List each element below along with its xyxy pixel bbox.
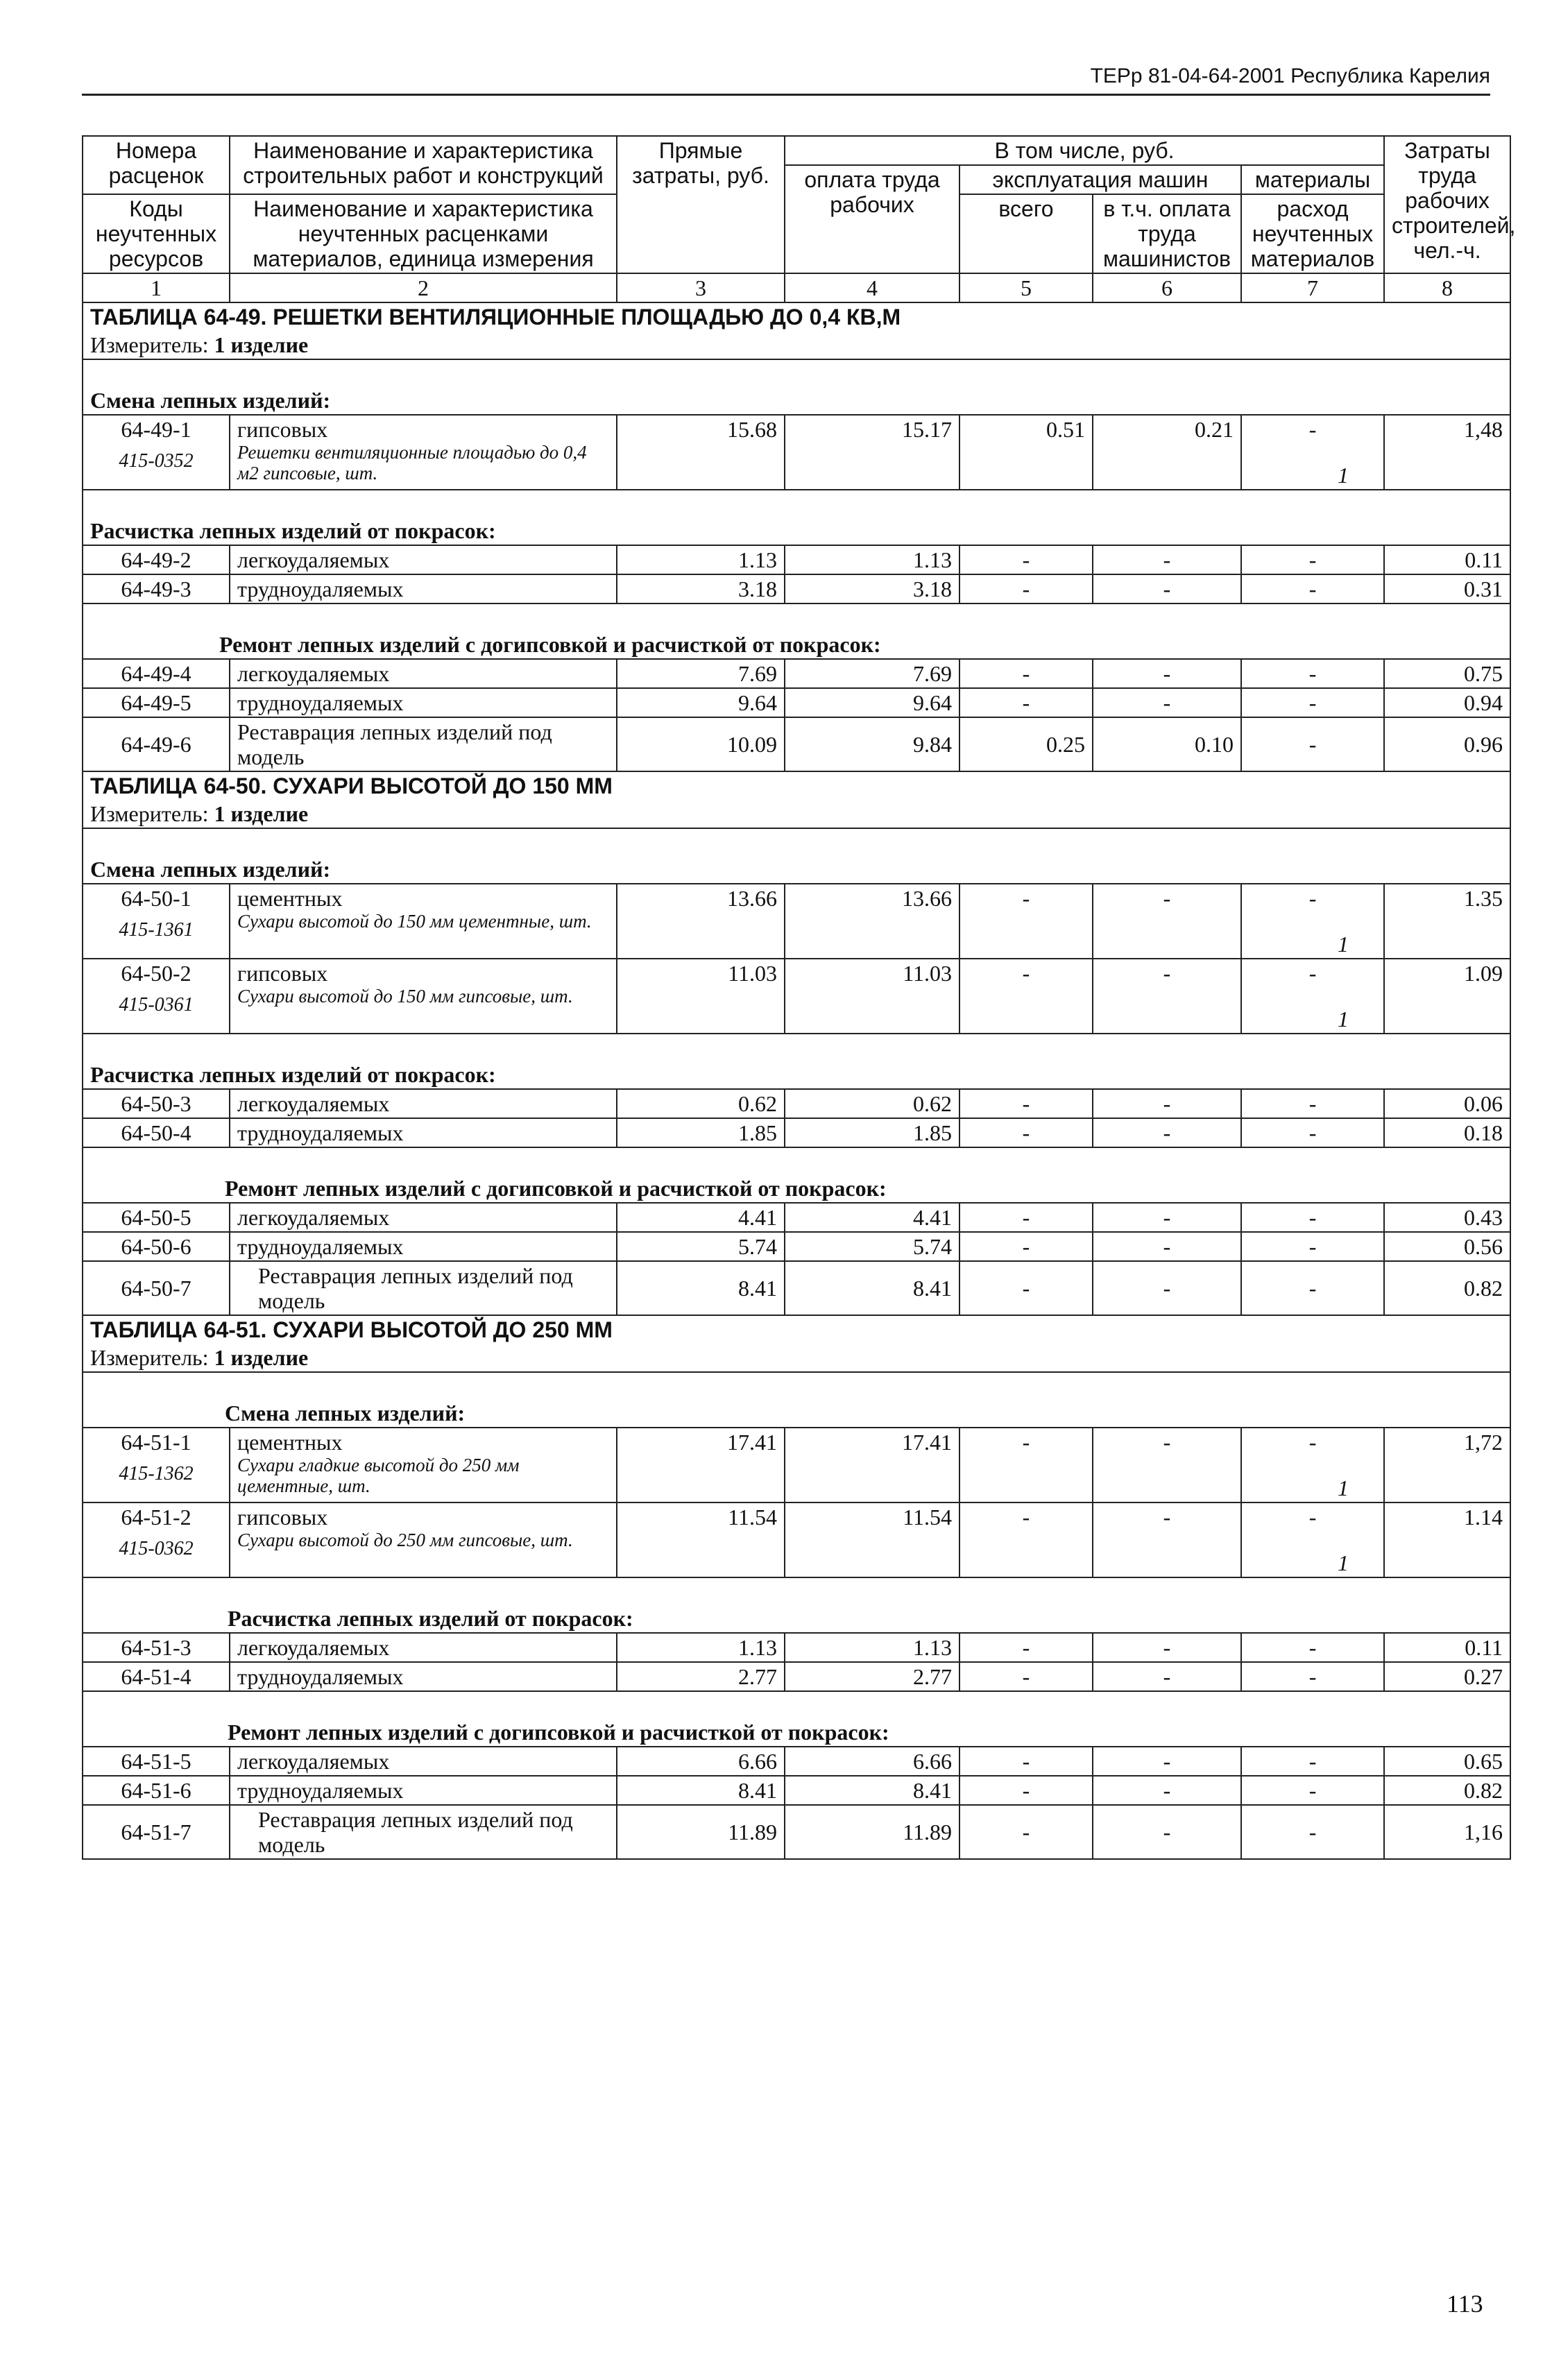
worker-pay: 8.41	[785, 1776, 959, 1805]
operator-pay: -	[1093, 1089, 1241, 1118]
header-machine-total: всего	[959, 194, 1093, 273]
meter-value: 1 изделие	[214, 332, 309, 357]
work-name: легкоудаляемых	[230, 659, 617, 688]
material-usage: -	[1241, 1747, 1384, 1776]
worker-pay: 15.17	[785, 415, 959, 490]
direct-costs: 13.66	[617, 884, 785, 959]
work-name: гипсовых	[237, 417, 328, 442]
labor-costs: 0.06	[1384, 1089, 1510, 1118]
table-row	[83, 1503, 1510, 1577]
direct-costs: 8.41	[617, 1776, 785, 1805]
spacer	[83, 490, 1510, 517]
table-row	[83, 688, 1510, 717]
direct-costs: 11.54	[617, 1503, 785, 1577]
labor-costs: 0.11	[1384, 1633, 1510, 1662]
table-row	[83, 1089, 1510, 1118]
table-row	[83, 1776, 1510, 1805]
labor-costs: 0.75	[1384, 659, 1510, 688]
labor-costs: 1,72	[1384, 1428, 1510, 1503]
work-name: легкоудаляемых	[230, 1747, 617, 1776]
labor-costs: 0.82	[1384, 1261, 1510, 1315]
direct-costs: 10.09	[617, 717, 785, 771]
column-number: 5	[959, 273, 1093, 302]
resource-name: Сухари высотой до 150 мм цементные, шт.	[237, 911, 592, 932]
document-reference-header: ТЕРр 81-04-64-2001 Республика Карелия	[82, 65, 1490, 96]
section-heading: Ремонт лепных изделий с догипсовкой и расчисткой от покрасок:	[83, 631, 1510, 659]
table-row	[83, 1232, 1510, 1261]
direct-costs: 3.18	[617, 574, 785, 603]
table-row	[83, 717, 1510, 771]
rate-code: 64-51-7	[83, 1805, 230, 1859]
resource-code: 415-1361	[119, 919, 194, 941]
machine-total: 0.25	[959, 717, 1093, 771]
header-direct-costs: Прямые затраты, руб.	[617, 136, 785, 273]
rate-code: 64-50-7	[83, 1261, 230, 1315]
machine-total: -	[959, 1203, 1093, 1232]
direct-costs: 11.03	[617, 959, 785, 1034]
labor-costs: 0.65	[1384, 1747, 1510, 1776]
section-heading: Смена лепных изделий:	[83, 1399, 1510, 1428]
direct-costs: 2.77	[617, 1662, 785, 1691]
rate-code: 64-51-2	[121, 1505, 191, 1530]
worker-pay: 11.03	[785, 959, 959, 1034]
operator-pay: -	[1093, 1232, 1241, 1261]
labor-costs: 0.43	[1384, 1203, 1510, 1232]
work-name: цементных	[237, 1430, 343, 1455]
work-name: гипсовых	[237, 961, 328, 986]
rate-code: 64-49-1	[121, 417, 191, 442]
table-row	[83, 1633, 1510, 1662]
section-heading: Смена лепных изделий:	[83, 855, 1510, 884]
resource-name: Решетки вентиляционные площадью до 0,4 м2 гипсовые, шт.	[237, 442, 587, 483]
spacer	[83, 1691, 1510, 1718]
direct-costs: 5.74	[617, 1232, 785, 1261]
work-name: легкоудаляемых	[230, 1203, 617, 1232]
labor-costs: 0.31	[1384, 574, 1510, 603]
price-table	[82, 135, 1516, 1860]
table-row	[83, 574, 1510, 603]
work-name: Реставрация лепных изделий под модель	[230, 717, 617, 771]
machine-total: -	[959, 1232, 1093, 1261]
resource-name: Сухари высотой до 150 мм гипсовые, шт.	[237, 986, 573, 1007]
material-qty: 1	[1338, 932, 1349, 957]
direct-costs: 6.66	[617, 1747, 785, 1776]
rate-code: 64-51-6	[83, 1776, 230, 1805]
rate-code: 64-51-5	[83, 1747, 230, 1776]
worker-pay: 3.18	[785, 574, 959, 603]
table-row	[83, 415, 1510, 490]
machine-total: -	[959, 1633, 1093, 1662]
operator-pay: -	[1093, 1662, 1241, 1691]
resource-code: 415-1362	[119, 1463, 194, 1484]
column-number: 7	[1241, 273, 1384, 302]
operator-pay: -	[1093, 1776, 1241, 1805]
table-row	[83, 884, 1510, 959]
rate-code: 64-50-3	[83, 1089, 230, 1118]
header-codes-top: Номера расценок	[83, 136, 230, 194]
table-meter	[83, 1344, 1510, 1372]
table-meter	[83, 331, 1510, 359]
worker-pay: 8.41	[785, 1261, 959, 1315]
rate-code: 64-50-5	[83, 1203, 230, 1232]
material-usage: -	[1241, 1118, 1384, 1147]
header-name-top: Наименование и характеристика строительных работ и конструкций	[230, 136, 617, 194]
section-heading: Расчистка лепных изделий от покрасок:	[83, 517, 1510, 545]
worker-pay: 0.62	[785, 1089, 959, 1118]
operator-pay: -	[1093, 1747, 1241, 1776]
section-heading: Расчистка лепных изделий от покрасок:	[83, 1061, 1510, 1089]
direct-costs: 1.13	[617, 1633, 785, 1662]
resource-code: 415-0361	[119, 994, 194, 1016]
resource-name: Сухари высотой до 250 мм гипсовые, шт.	[237, 1530, 573, 1550]
machine-total: -	[959, 659, 1093, 688]
material-usage: -	[1241, 1089, 1384, 1118]
work-name: трудноудаляемых	[230, 688, 617, 717]
worker-pay: 7.69	[785, 659, 959, 688]
section-heading: Ремонт лепных изделий с догипсовкой и расчисткой от покрасок:	[83, 1718, 1510, 1747]
spacer	[83, 1147, 1510, 1174]
labor-costs: 0.18	[1384, 1118, 1510, 1147]
material-usage: -	[1241, 1633, 1384, 1662]
worker-pay: 11.54	[785, 1503, 959, 1577]
machine-total: -	[959, 688, 1093, 717]
column-number-row	[83, 273, 1510, 302]
table-row	[83, 545, 1510, 574]
table-row	[83, 1203, 1510, 1232]
machine-total: 0.51	[959, 415, 1093, 490]
direct-costs: 1.85	[617, 1118, 785, 1147]
spacer	[83, 828, 1510, 855]
material-usage: -	[1308, 1505, 1317, 1530]
section-heading: Ремонт лепных изделий с догипсовкой и расчисткой от покрасок:	[83, 1174, 1510, 1203]
operator-pay: -	[1093, 1805, 1241, 1859]
resource-code: 415-0362	[119, 1538, 194, 1559]
column-number: 1	[83, 273, 230, 302]
operator-pay: -	[1093, 1503, 1241, 1577]
table-row	[83, 659, 1510, 688]
labor-costs: 1,48	[1384, 415, 1510, 490]
labor-costs: 0.56	[1384, 1232, 1510, 1261]
worker-pay: 2.77	[785, 1662, 959, 1691]
column-number: 6	[1093, 273, 1241, 302]
material-qty: 1	[1338, 1475, 1349, 1500]
table-header-row	[83, 136, 1510, 165]
labor-costs: 1,16	[1384, 1805, 1510, 1859]
worker-pay: 5.74	[785, 1232, 959, 1261]
header-material-names: Наименование и характеристика неучтенных расценками материалов, единица измерения	[230, 194, 617, 273]
material-usage: -	[1308, 961, 1317, 986]
labor-costs: 1.09	[1384, 959, 1510, 1034]
work-name: гипсовых	[237, 1505, 328, 1530]
header-labor-costs: Затраты труда рабочих строителей, чел.-ч.	[1384, 136, 1510, 273]
work-name: цементных	[237, 886, 343, 911]
rate-code: 64-50-1	[121, 886, 191, 911]
operator-pay: -	[1093, 1118, 1241, 1147]
operator-pay: -	[1093, 545, 1241, 574]
rate-code: 64-49-6	[83, 717, 230, 771]
operator-pay: -	[1093, 1261, 1241, 1315]
work-name: Реставрация лепных изделий под модель	[230, 1261, 617, 1315]
table-row	[83, 1428, 1510, 1503]
operator-pay: -	[1093, 688, 1241, 717]
machine-total: -	[959, 574, 1093, 603]
rate-code: 64-49-2	[83, 545, 230, 574]
material-usage: -	[1241, 717, 1384, 771]
table-row	[83, 1118, 1510, 1147]
meter-value: 1 изделие	[214, 801, 309, 826]
meter-label: Измеритель:	[90, 801, 209, 826]
spacer	[83, 603, 1510, 631]
section-heading: Расчистка лепных изделий от покрасок:	[83, 1604, 1510, 1633]
spacer	[83, 359, 1510, 386]
material-usage: -	[1241, 1232, 1384, 1261]
direct-costs: 17.41	[617, 1428, 785, 1503]
rate-code: 64-49-5	[83, 688, 230, 717]
worker-pay: 4.41	[785, 1203, 959, 1232]
material-usage: -	[1241, 1805, 1384, 1859]
machine-total: -	[959, 1089, 1093, 1118]
labor-costs: 0.27	[1384, 1662, 1510, 1691]
machine-total: -	[959, 1776, 1093, 1805]
table-row	[83, 1261, 1510, 1315]
column-number: 3	[617, 273, 785, 302]
work-name: легкоудаляемых	[230, 545, 617, 574]
operator-pay: 0.10	[1093, 717, 1241, 771]
work-name: трудноудаляемых	[230, 1118, 617, 1147]
column-number: 4	[785, 273, 959, 302]
operator-pay: -	[1093, 659, 1241, 688]
material-usage: -	[1241, 688, 1384, 717]
table-row	[83, 1805, 1510, 1859]
work-name: трудноудаляемых	[230, 1776, 617, 1805]
meter-value: 1 изделие	[214, 1345, 309, 1370]
machine-total: -	[959, 545, 1093, 574]
operator-pay: -	[1093, 1633, 1241, 1662]
rate-code: 64-51-1	[121, 1430, 191, 1455]
worker-pay: 1.13	[785, 1633, 959, 1662]
direct-costs: 11.89	[617, 1805, 785, 1859]
operator-pay: 0.21	[1093, 415, 1241, 490]
material-usage: -	[1241, 659, 1384, 688]
header-material-usage: расход неучтенных материалов	[1241, 194, 1384, 273]
work-name: трудноудаляемых	[230, 1232, 617, 1261]
worker-pay: 9.84	[785, 717, 959, 771]
machine-total: -	[959, 959, 1093, 1034]
direct-costs: 1.13	[617, 545, 785, 574]
material-usage: -	[1241, 545, 1384, 574]
machine-total: -	[959, 1805, 1093, 1859]
meter-label: Измеритель:	[90, 332, 209, 357]
work-name: трудноудаляемых	[230, 574, 617, 603]
resource-code: 415-0352	[119, 450, 194, 472]
material-usage: -	[1308, 417, 1317, 442]
machine-total: -	[959, 1503, 1093, 1577]
column-number: 2	[230, 273, 617, 302]
spacer	[83, 1577, 1510, 1604]
direct-costs: 8.41	[617, 1261, 785, 1315]
direct-costs: 7.69	[617, 659, 785, 688]
header-including: В том числе, руб.	[785, 136, 1384, 165]
machine-total: -	[959, 1662, 1093, 1691]
table-row	[83, 1662, 1510, 1691]
header-machine-operation: эксплуатация машин	[959, 165, 1241, 194]
material-usage: -	[1241, 574, 1384, 603]
material-usage: -	[1308, 886, 1317, 911]
material-usage: -	[1241, 1776, 1384, 1805]
table-title: ТАБЛИЦА 64-49. РЕШЕТКИ ВЕНТИЛЯЦИОННЫЕ ПЛОЩАДЬЮ ДО 0,4 КВ,М	[83, 302, 1510, 331]
worker-pay: 1.13	[785, 545, 959, 574]
direct-costs: 0.62	[617, 1089, 785, 1118]
table-title: ТАБЛИЦА 64-51. СУХАРИ ВЫСОТОЙ ДО 250 ММ	[83, 1315, 1510, 1344]
material-usage: -	[1308, 1430, 1317, 1455]
header-materials: материалы	[1241, 165, 1384, 194]
work-name: легкоудаляемых	[230, 1089, 617, 1118]
material-usage: -	[1241, 1203, 1384, 1232]
header-resource-codes: Коды неучтенных ресурсов	[83, 194, 230, 273]
labor-costs: 0.96	[1384, 717, 1510, 771]
rate-code: 64-50-2	[121, 961, 191, 986]
work-name: легкоудаляемых	[230, 1633, 617, 1662]
resource-name: Сухари гладкие высотой до 250 мм цементные, шт.	[237, 1455, 520, 1496]
worker-pay: 13.66	[785, 884, 959, 959]
worker-pay: 11.89	[785, 1805, 959, 1859]
operator-pay: -	[1093, 574, 1241, 603]
spacer	[83, 1034, 1510, 1061]
machine-total: -	[959, 1118, 1093, 1147]
labor-costs: 1.35	[1384, 884, 1510, 959]
table-row	[83, 959, 1510, 1034]
direct-costs: 9.64	[617, 688, 785, 717]
operator-pay: -	[1093, 884, 1241, 959]
labor-costs: 0.11	[1384, 545, 1510, 574]
worker-pay: 17.41	[785, 1428, 959, 1503]
worker-pay: 1.85	[785, 1118, 959, 1147]
material-qty: 1	[1338, 463, 1349, 488]
work-name: Реставрация лепных изделий под модель	[230, 1805, 617, 1859]
material-qty: 1	[1338, 1550, 1349, 1575]
rate-code: 64-49-3	[83, 574, 230, 603]
rate-code: 64-50-4	[83, 1118, 230, 1147]
operator-pay: -	[1093, 1428, 1241, 1503]
worker-pay: 6.66	[785, 1747, 959, 1776]
table-row	[83, 1747, 1510, 1776]
rate-code: 64-51-3	[83, 1633, 230, 1662]
rate-code: 64-49-4	[83, 659, 230, 688]
material-qty: 1	[1338, 1007, 1349, 1031]
work-name: трудноудаляемых	[230, 1662, 617, 1691]
labor-costs: 0.94	[1384, 688, 1510, 717]
material-usage: -	[1241, 1662, 1384, 1691]
column-number: 8	[1384, 273, 1510, 302]
operator-pay: -	[1093, 959, 1241, 1034]
meter-label: Измеритель:	[90, 1345, 209, 1370]
operator-pay: -	[1093, 1203, 1241, 1232]
worker-pay: 9.64	[785, 688, 959, 717]
machine-total: -	[959, 1428, 1093, 1503]
rate-code: 64-51-4	[83, 1662, 230, 1691]
machine-total: -	[959, 884, 1093, 959]
direct-costs: 15.68	[617, 415, 785, 490]
labor-costs: 0.82	[1384, 1776, 1510, 1805]
spacer	[83, 1372, 1510, 1399]
table-meter	[83, 800, 1510, 828]
table-title: ТАБЛИЦА 64-50. СУХАРИ ВЫСОТОЙ ДО 150 ММ	[83, 771, 1510, 800]
rate-code: 64-50-6	[83, 1232, 230, 1261]
header-worker-pay: оплата труда рабочих	[785, 165, 959, 273]
header-operator-pay: в т.ч. оплата труда машинистов	[1093, 194, 1241, 273]
page-number: 113	[1447, 2290, 1483, 2318]
direct-costs: 4.41	[617, 1203, 785, 1232]
machine-total: -	[959, 1261, 1093, 1315]
labor-costs: 1.14	[1384, 1503, 1510, 1577]
material-usage: -	[1241, 1261, 1384, 1315]
machine-total: -	[959, 1747, 1093, 1776]
section-heading: Смена лепных изделий:	[83, 386, 1510, 415]
